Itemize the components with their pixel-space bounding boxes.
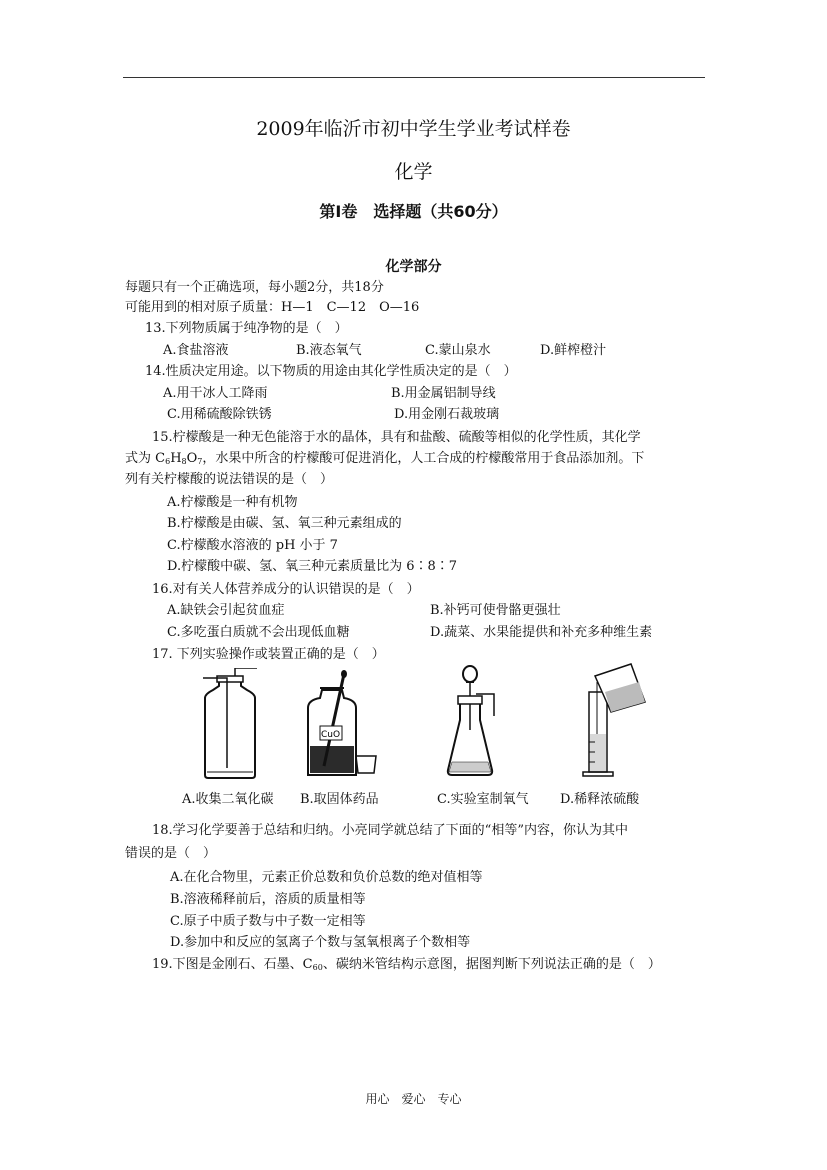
gas-collection-bottle-figure <box>195 668 265 780</box>
q15-line1: 15.柠檬酸是一种无色能溶于水的晶体，具有和盐酸、硫酸等相似的化学性质，其化学 <box>152 430 641 445</box>
q17-stem: 17. 下列实验操作或装置正确的是（ ） <box>152 647 385 662</box>
q14-option-c: C.用稀硫酸除铁锈 <box>167 407 272 422</box>
q18-option-b: B.溶液稀释前后，溶质的质量相等 <box>170 892 366 907</box>
q15-option-d: D.柠檬酸中碳、氢、氧三种元素质量比为 6∶8∶7 <box>167 559 458 574</box>
q13-option-b: B.液态氧气 <box>296 343 362 358</box>
atomic-mass-line: 可能用到的相对原子质量：H—1 C—12 O—16 <box>125 300 420 315</box>
q15-option-a: A.柠檬酸是一种有机物 <box>167 495 298 510</box>
instruction-line: 每题只有一个正确选项，每小题2分，共18分 <box>125 280 384 295</box>
q13-option-d: D.鲜榨橙汁 <box>540 343 607 358</box>
q16-option-b: B.补钙可使骨骼更强壮 <box>430 603 561 618</box>
reagent-bottle-figure <box>300 668 380 780</box>
q17-option-d: D.稀释浓硫酸 <box>560 792 640 807</box>
q17-option-c: C.实验室制氧气 <box>437 792 529 807</box>
q13-option-a: A.食盐溶液 <box>163 343 229 358</box>
q15-option-c: C.柠檬酸水溶液的 pH 小于 7 <box>167 538 338 553</box>
cuo-label: CuO <box>321 730 341 740</box>
q18-line1: 18.学习化学要善于总结和归纳。小亮同学就总结了下面的“相等”内容，你认为其中 <box>152 823 628 838</box>
q16-option-c: C.多吃蛋白质就不会出现低血糖 <box>167 625 350 640</box>
header-rule <box>123 77 705 78</box>
page-footer: 用心 爱心 专心 <box>365 1092 462 1106</box>
q16-option-a: A.缺铁会引起贫血症 <box>167 603 285 618</box>
subject-title: 化学 <box>394 161 433 183</box>
q14-option-d: D.用金刚石裁玻璃 <box>394 407 500 422</box>
dilution-cylinder-figure <box>575 662 650 780</box>
q17-option-a: A.收集二氧化碳 <box>182 792 274 807</box>
q15-line3: 列有关柠檬酸的说法错误的是（ ） <box>125 472 334 487</box>
q14-option-b: B.用金属铝制导线 <box>391 386 496 401</box>
exam-title: 2009年临沂市初中学生学业考试样卷 <box>256 118 571 140</box>
part-title: 化学部分 <box>385 259 442 275</box>
q13-option-c: C.蒙山泉水 <box>425 343 491 358</box>
q14-option-a: A.用干冰人工降雨 <box>163 386 268 401</box>
q19-stem: 19.下图是金刚石、石墨、$C_{60}$、碳纳米管结构示意图，据图判断下列说法正确的是（ ） <box>152 957 661 972</box>
q16-stem: 16.对有关人体营养成分的认识错误的是（ ） <box>152 582 420 597</box>
oxygen-flask-figure <box>440 660 510 780</box>
section-title: 第Ⅰ卷 选择题（共60分） <box>319 202 508 221</box>
q17-option-b: B.取固体药品 <box>300 792 379 807</box>
q18-option-c: C.原子中质子数与中子数一定相等 <box>170 914 366 929</box>
q13-stem: 13.下列物质属于纯净物的是（ ） <box>145 321 348 336</box>
q18-line2: 错误的是（ ） <box>125 846 217 861</box>
q15-line2: 式为 $C_6H_8O_7$，水果中所含的柠檬酸可促进消化，人工合成的柠檬酸常用于食品添加剂。下 <box>125 451 645 466</box>
q15-option-b: B.柠檬酸是由碳、氢、氧三种元素组成的 <box>167 516 402 531</box>
q18-option-d: D.参加中和反应的氢离子个数与氢氧根离子个数相等 <box>170 935 471 950</box>
q14-stem: 14.性质决定用途。以下物质的用途由其化学性质决定的是（ ） <box>145 364 517 379</box>
q18-option-a: A.在化合物里，元素正价总数和负价总数的绝对值相等 <box>170 870 483 885</box>
q16-option-d: D.蔬菜、水果能提供和补充多种维生素 <box>430 625 653 640</box>
